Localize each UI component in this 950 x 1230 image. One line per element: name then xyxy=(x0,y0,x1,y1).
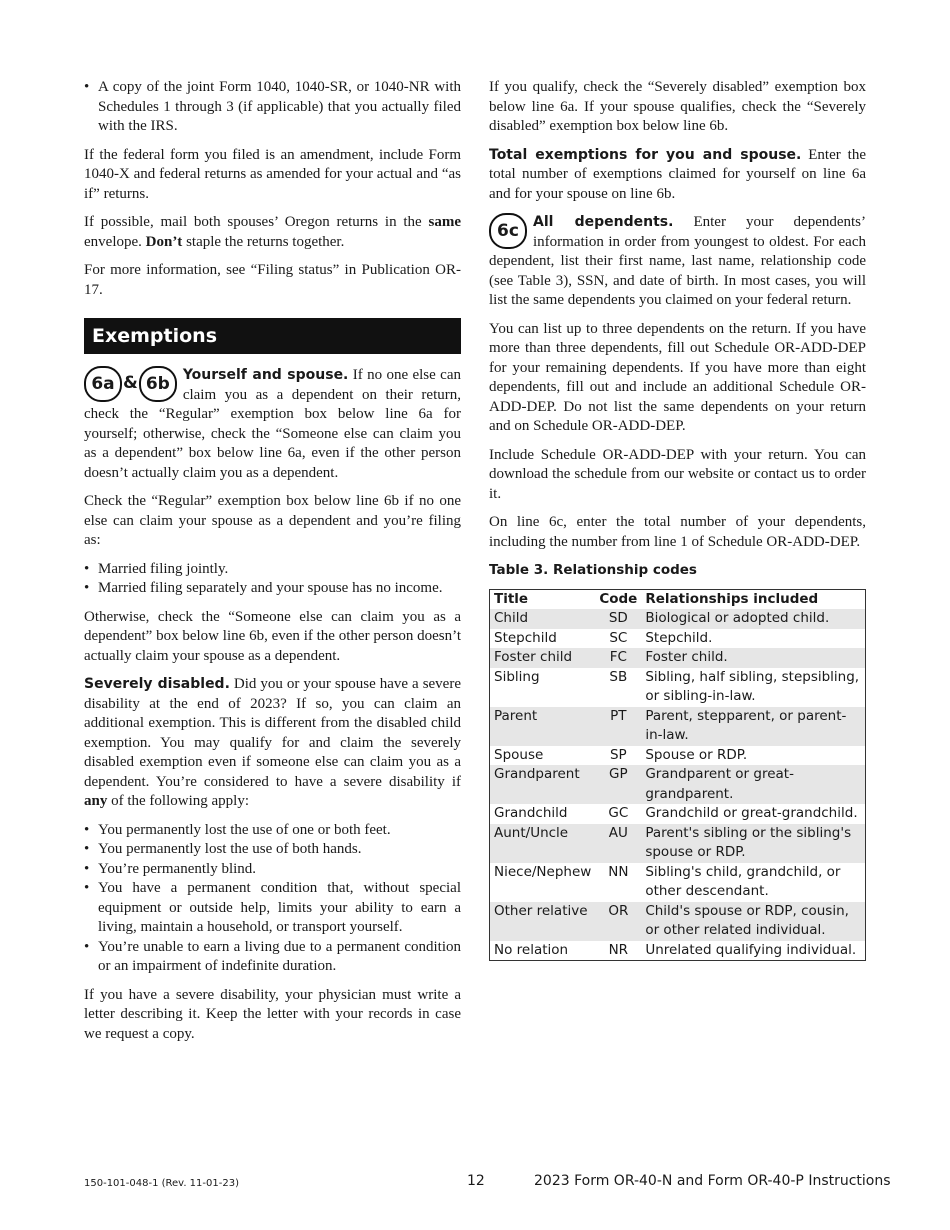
table-row xyxy=(490,668,866,707)
table-row xyxy=(490,863,866,902)
cell-title: Grandchild xyxy=(494,805,568,821)
cell-code: GP xyxy=(595,765,641,804)
cell-code: GC xyxy=(608,805,629,821)
cell-relationships: Parent, stepparent, or parent-in-law. xyxy=(641,707,865,746)
table-row xyxy=(490,804,866,824)
cell-code: FC xyxy=(595,648,641,668)
relationship-codes-table xyxy=(489,589,866,962)
table-row xyxy=(490,902,866,941)
text-run: Enter the total number of exemptions claimed for yourself on line 6a and for your spouse on line 6b. xyxy=(489,146,866,202)
header-title: Title xyxy=(490,589,596,609)
table-row xyxy=(490,746,866,766)
total-exemptions-paragraph xyxy=(489,146,866,205)
list-item: • You permanently lost the use of one or both feet. xyxy=(84,821,461,841)
emphasis-any: any xyxy=(84,793,108,809)
cell-title: Grandparent xyxy=(490,765,596,804)
list-item: • Married filing separately and your spouse has no income. xyxy=(84,579,461,599)
list-item: • You’re unable to earn a living due to a permanent condition or an impairment of indefinite duration. xyxy=(84,938,461,977)
table-row xyxy=(490,941,866,961)
cell-relationships: Sibling, half sibling, stepsibling, or sibling-in-law. xyxy=(645,668,860,704)
filing-status-list xyxy=(84,560,461,599)
table-row xyxy=(490,707,866,746)
page-number: 12 xyxy=(467,1173,485,1189)
table-header-row xyxy=(490,589,866,609)
header-code: Code xyxy=(595,589,641,609)
lead-all-dependents: All dependents. xyxy=(533,214,674,230)
table-row xyxy=(490,629,866,649)
cell-code: SP xyxy=(609,746,627,763)
cell-relationships: Grandchild or great-grandchild. xyxy=(645,805,858,821)
cell-code: NR xyxy=(608,941,629,958)
cell-title: Foster child xyxy=(490,648,596,668)
cell-relationships: Unrelated qualifying individual. xyxy=(645,941,857,958)
cell-relationships: Sibling's child, grandchild, or other descendant. xyxy=(645,863,841,899)
lead-total-exemptions: Total exemptions for you and spouse. xyxy=(489,146,802,163)
list-item: • Married filing jointly. xyxy=(84,560,461,580)
mail-paragraph xyxy=(84,213,461,252)
otherwise-paragraph: Otherwise, check the “Someone else can claim you as a dependent” box below line 6b, even if the other person doesn’t actually claim your spouse as a dependent. xyxy=(84,608,461,664)
three-dependents-paragraph: You can list up to three dependents on the return. If you have more than three dependents, fill out Schedule OR-ADD-DEP for your remaining dependents. If you have more than eight dependents, fill out and include an additional Schedule OR-ADD-DEP. Do not list the same dependents on your return and on Schedule OR-ADD-DEP. xyxy=(489,320,866,434)
cell-relationships: Parent's sibling or the sibling's spouse or RDP. xyxy=(641,824,865,863)
cell-title: Stepchild xyxy=(494,629,557,646)
ampersand: & xyxy=(123,373,138,394)
line-6b-badge: 6b xyxy=(139,366,177,402)
text-run: envelope. xyxy=(84,233,146,250)
cell-title: Sibling xyxy=(494,668,540,685)
text-run: staple the returns together. xyxy=(182,233,345,250)
lead-severely-disabled: Severely disabled. xyxy=(84,676,230,692)
cell-relationships: Child's spouse or RDP, cousin, or other related individual. xyxy=(641,902,865,941)
form-number: 150-101-048-1 (Rev. 11-01-23) xyxy=(84,1178,239,1189)
document-title: 2023 Form OR-40-N and Form OR-40-P Instructions xyxy=(534,1173,891,1189)
yourself-spouse-paragraph xyxy=(84,366,461,483)
text-run: If possible, mail both spouses’ Oregon returns in the xyxy=(84,214,429,230)
cell-code: OR xyxy=(595,902,641,941)
physician-paragraph: If you have a severe disability, your physician must write a letter describing it. Keep the letter with your records in case we request a copy. xyxy=(84,986,461,1042)
cell-title: Niece/Nephew xyxy=(494,863,592,880)
text-run: of the following apply: xyxy=(107,793,249,809)
section-heading-exemptions: Exemptions xyxy=(84,318,461,354)
cell-relationships: Biological or adopted child. xyxy=(641,609,865,629)
emphasis-same: same xyxy=(428,214,461,230)
list-item: • You have a permanent condition that, without special equipment or outside help, limits your ability to earn a living, maintain a household, or transport yourself. xyxy=(84,879,461,938)
line-6c-paragraph: On line 6c, enter the total number of your dependents, including the number from line 1 of Schedule OR-ADD-DEP. xyxy=(489,514,866,550)
cell-title: Parent xyxy=(490,707,596,746)
cell-relationships: Stepchild. xyxy=(645,629,713,646)
list-item: • A copy of the joint Form 1040, 1040-SR, or 1040-NR with Schedules 1 through 3 (if applicable) that you actually filed with the IRS. xyxy=(84,78,461,137)
line-badges-6a-6b xyxy=(84,366,177,402)
table-row xyxy=(490,648,866,668)
table-row xyxy=(490,609,866,629)
table-title: Table 3. Relationship codes xyxy=(489,562,697,578)
emphasis-dont: Don’t xyxy=(145,233,183,250)
cell-title: Child xyxy=(490,609,596,629)
text-run: Did you or your spouse have a severe disability at the end of 2023? If so, you can claim an additional exemption. This is different from the disabled child exemption. You may qualify for and claim the severely disabled exemption even if someone else can claim you as a dependent. You’re considered to have a severe disability if xyxy=(84,676,461,790)
cell-title: No relation xyxy=(494,941,569,958)
right-column xyxy=(489,78,866,961)
qualify-paragraph: If you qualify, check the “Severely disabled” exemption box below line 6a. If your spouse qualifies, check the “Severely disabled” exemption box below line 6b. xyxy=(489,79,866,134)
table-row xyxy=(490,824,866,863)
header-relationships: Relationships included xyxy=(641,589,865,609)
cell-title: Spouse xyxy=(494,746,544,763)
intro-bullet-list xyxy=(84,78,461,137)
disability-conditions-list xyxy=(84,821,461,977)
cell-code: AU xyxy=(595,824,641,863)
left-column xyxy=(84,78,461,1053)
include-schedule-paragraph: Include Schedule OR-ADD-DEP with your return. You can download the schedule from our website or contact us to order it. xyxy=(489,446,866,502)
table-body xyxy=(490,609,866,961)
cell-relationships: Spouse or RDP. xyxy=(645,746,748,763)
cell-code: PT xyxy=(595,707,641,746)
lead-yourself-spouse: Yourself and spouse. xyxy=(182,367,349,383)
line-badge-6c-wrap xyxy=(489,213,527,249)
table-row xyxy=(490,765,866,804)
cell-code: SD xyxy=(595,609,641,629)
cell-code: SC xyxy=(609,629,628,646)
cell-relationships: Grandparent or great-grandparent. xyxy=(641,765,865,804)
cell-title: Aunt/Uncle xyxy=(490,824,596,863)
list-item: • You permanently lost the use of both hands. xyxy=(84,840,461,860)
all-dependents-paragraph xyxy=(489,213,866,311)
regular-exemption-paragraph: Check the “Regular” exemption box below line 6b if no one else can claim your spouse as a dependent and you’re filing as: xyxy=(84,493,461,548)
line-6c-badge: 6c xyxy=(489,213,527,249)
amendment-paragraph: If the federal form you filed is an amendment, include Form 1040-X and federal returns as amended for your actual and “as if” returns. xyxy=(84,146,461,202)
more-info-paragraph: For more information, see “Filing status” in Publication OR-17. xyxy=(84,262,461,298)
line-6a-badge: 6a xyxy=(84,366,122,402)
list-item: • You’re permanently blind. xyxy=(84,860,461,880)
cell-code: SB xyxy=(609,668,628,685)
text-run: Enter your dependents’ information in order from youngest to oldest. For each dependent, list their first name, last name, relationship code (see Table 3), SSN, and date of birth. In most cases, you will list the same dependents you claimed on your federal return. xyxy=(489,214,867,308)
cell-code: NN xyxy=(608,863,629,880)
text-run: If no one else can claim you as a dependent on their return, check the “Regular” exemption box below line 6a for yourself; otherwise, check the “Someone else can claim you as a dependent” box below line 6a, even if the other person doesn’t actually claim you as a dependent. xyxy=(84,367,461,481)
severely-disabled-paragraph xyxy=(84,675,461,812)
cell-title: Other relative xyxy=(490,902,596,941)
cell-relationships: Foster child. xyxy=(641,648,865,668)
